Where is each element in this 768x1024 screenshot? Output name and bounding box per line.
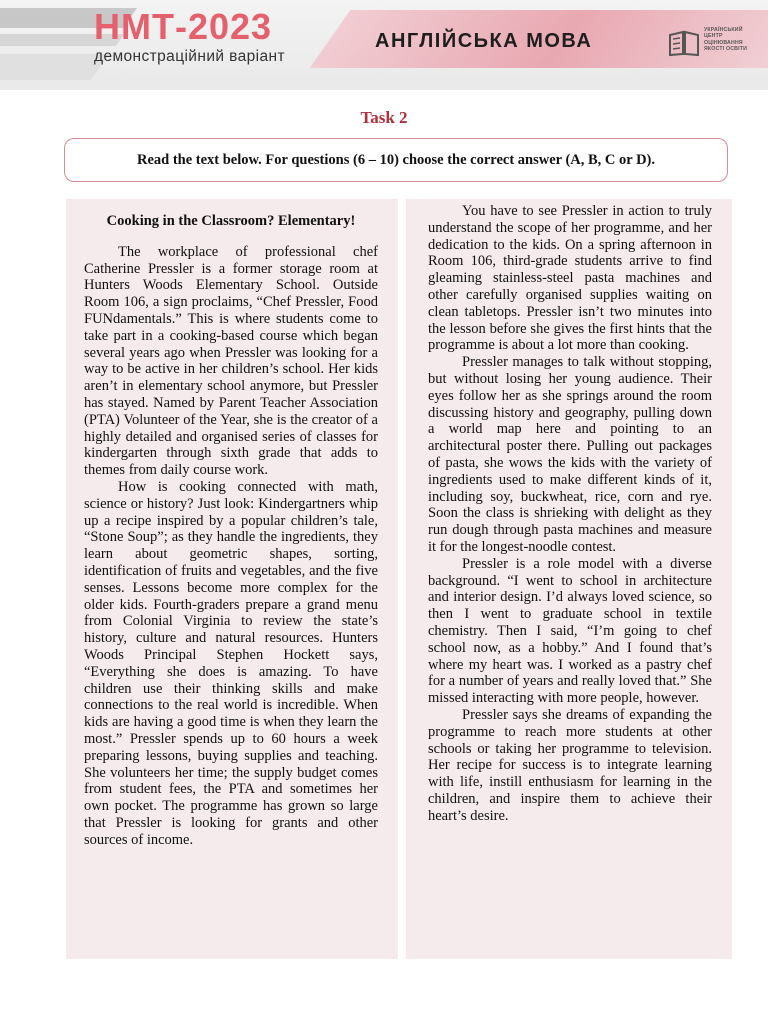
org-logo [668,27,768,61]
page-header [0,0,768,90]
exam-title: НМТ-2023 [94,6,273,47]
article-column-right [406,199,732,959]
org-name: УКРАЇНСЬКИЙ ЦЕНТР ОЦІНЮВАННЯ ЯКОСТІ ОСВІТИ [704,27,748,52]
task-title: Task 2 [360,108,408,127]
article-paragraph: The workplace of professional chef Catherine Pressler is a former storage room at Hunters Woods Elementary School. Outside Room 106, a sign proclaims, “Chef Pressler, Food FUNdamentals.” This is where students come to take part in a cooking-based course which began several years ago when Pressler was looking for a way to be active in her children’s school. Her kids aren’t in elementary school anymore, but Pressler has stayed. Named by Parent Teacher Association (PTA) Volunteer of the Year, she is the creator of a highly detailed and organised series of classes for kindergarten through sixth grade that adds to themes from daily course work. [84,243,378,479]
article-paragraph: You have to see Pressler in action to truly understand the scope of her programme, and her dedication to the kids. On a spring afternoon in Room 106, third-grade students arrive to find gleaming stainless-steel pasta machines and other carefully organised supplies waiting on clean tabletops. Pressler isn’t two minutes into the lesson before she gives the first hints that the programme is about a lot more than cooking. [428,203,712,354]
exam-subtitle: демонстраційний варіант [94,48,285,65]
article-title: Cooking in the Classroom? Elementary! [106,213,356,229]
article-paragraph: Pressler says she dreams of expanding the programme to reach more students at other schools or taking her programme to television. Her recipe for success is to integrate learning with life, instill enthusiasm for learning in the children, and inspire them to achieve their heart’s desire. [428,706,712,824]
article-paragraph: How is cooking connected with math, science or history? Just look: Kindergartners whip up a recipe inspired by a popular children’s tale, “Stone Soup”; as they handle the ingredients, they learn about geometric shapes, sorting, identification of fruits and vegetables, and the five senses. Lessons become more complex for the older kids. Fourth-graders prepare a grand menu from Colonial Virginia to review the state’s history, culture and natural resources. Hunters Woods Principal Stephen Hockett says, “Everything she does is amazing. To have children use their thinking skills and make connections to the real world is incredible. When kids are having a good time is when they learn the most.” Pressler spends up to 60 hours a week preparing lessons, buying supplies and teaching. She volunteers her time; the supply budget comes from student fees, the PTA and sometimes her own pocket. The programme has grown so large that Pressler is looking for grants and other sources of income. [84,478,378,848]
subject-title: АНГЛІЙСЬКА МОВА [375,30,593,52]
article-column-left [66,199,398,959]
instruction-text: Read the text below. For questions (6 – 10) choose the correct answer (A, B, C or D). [136,151,656,168]
header-decor-stripe [0,54,109,80]
book-logo-icon [668,29,700,57]
article-paragraph: Pressler manages to talk without stopping, but without losing her young audience. Their eyes follow her as she springs around the room discussing history and geography, pulling down a world map here and pointing to an architectural poster there. Pulling out packages of pasta, she wows the kids with the variety of ingredients used to make different kinds of it, including soy, buckwheat, rice, corn and rye. Soon the class is shrieking with delight as they run dough through pasta machines and measure it for the longest-noodle contest. [428,354,712,555]
instruction-box [64,138,728,182]
article-paragraph: Pressler is a role model with a diverse background. “I went to school in architecture and interior design. I’d always loved science, so then I went to graduate school in textile chemistry. Then I said, “I’m going to chef school now, as a hobby.” And I found that’s where my heart was. I worked as a pastry chef for a number of years and really loved that.” She missed interacting with more people, however. [428,555,712,707]
